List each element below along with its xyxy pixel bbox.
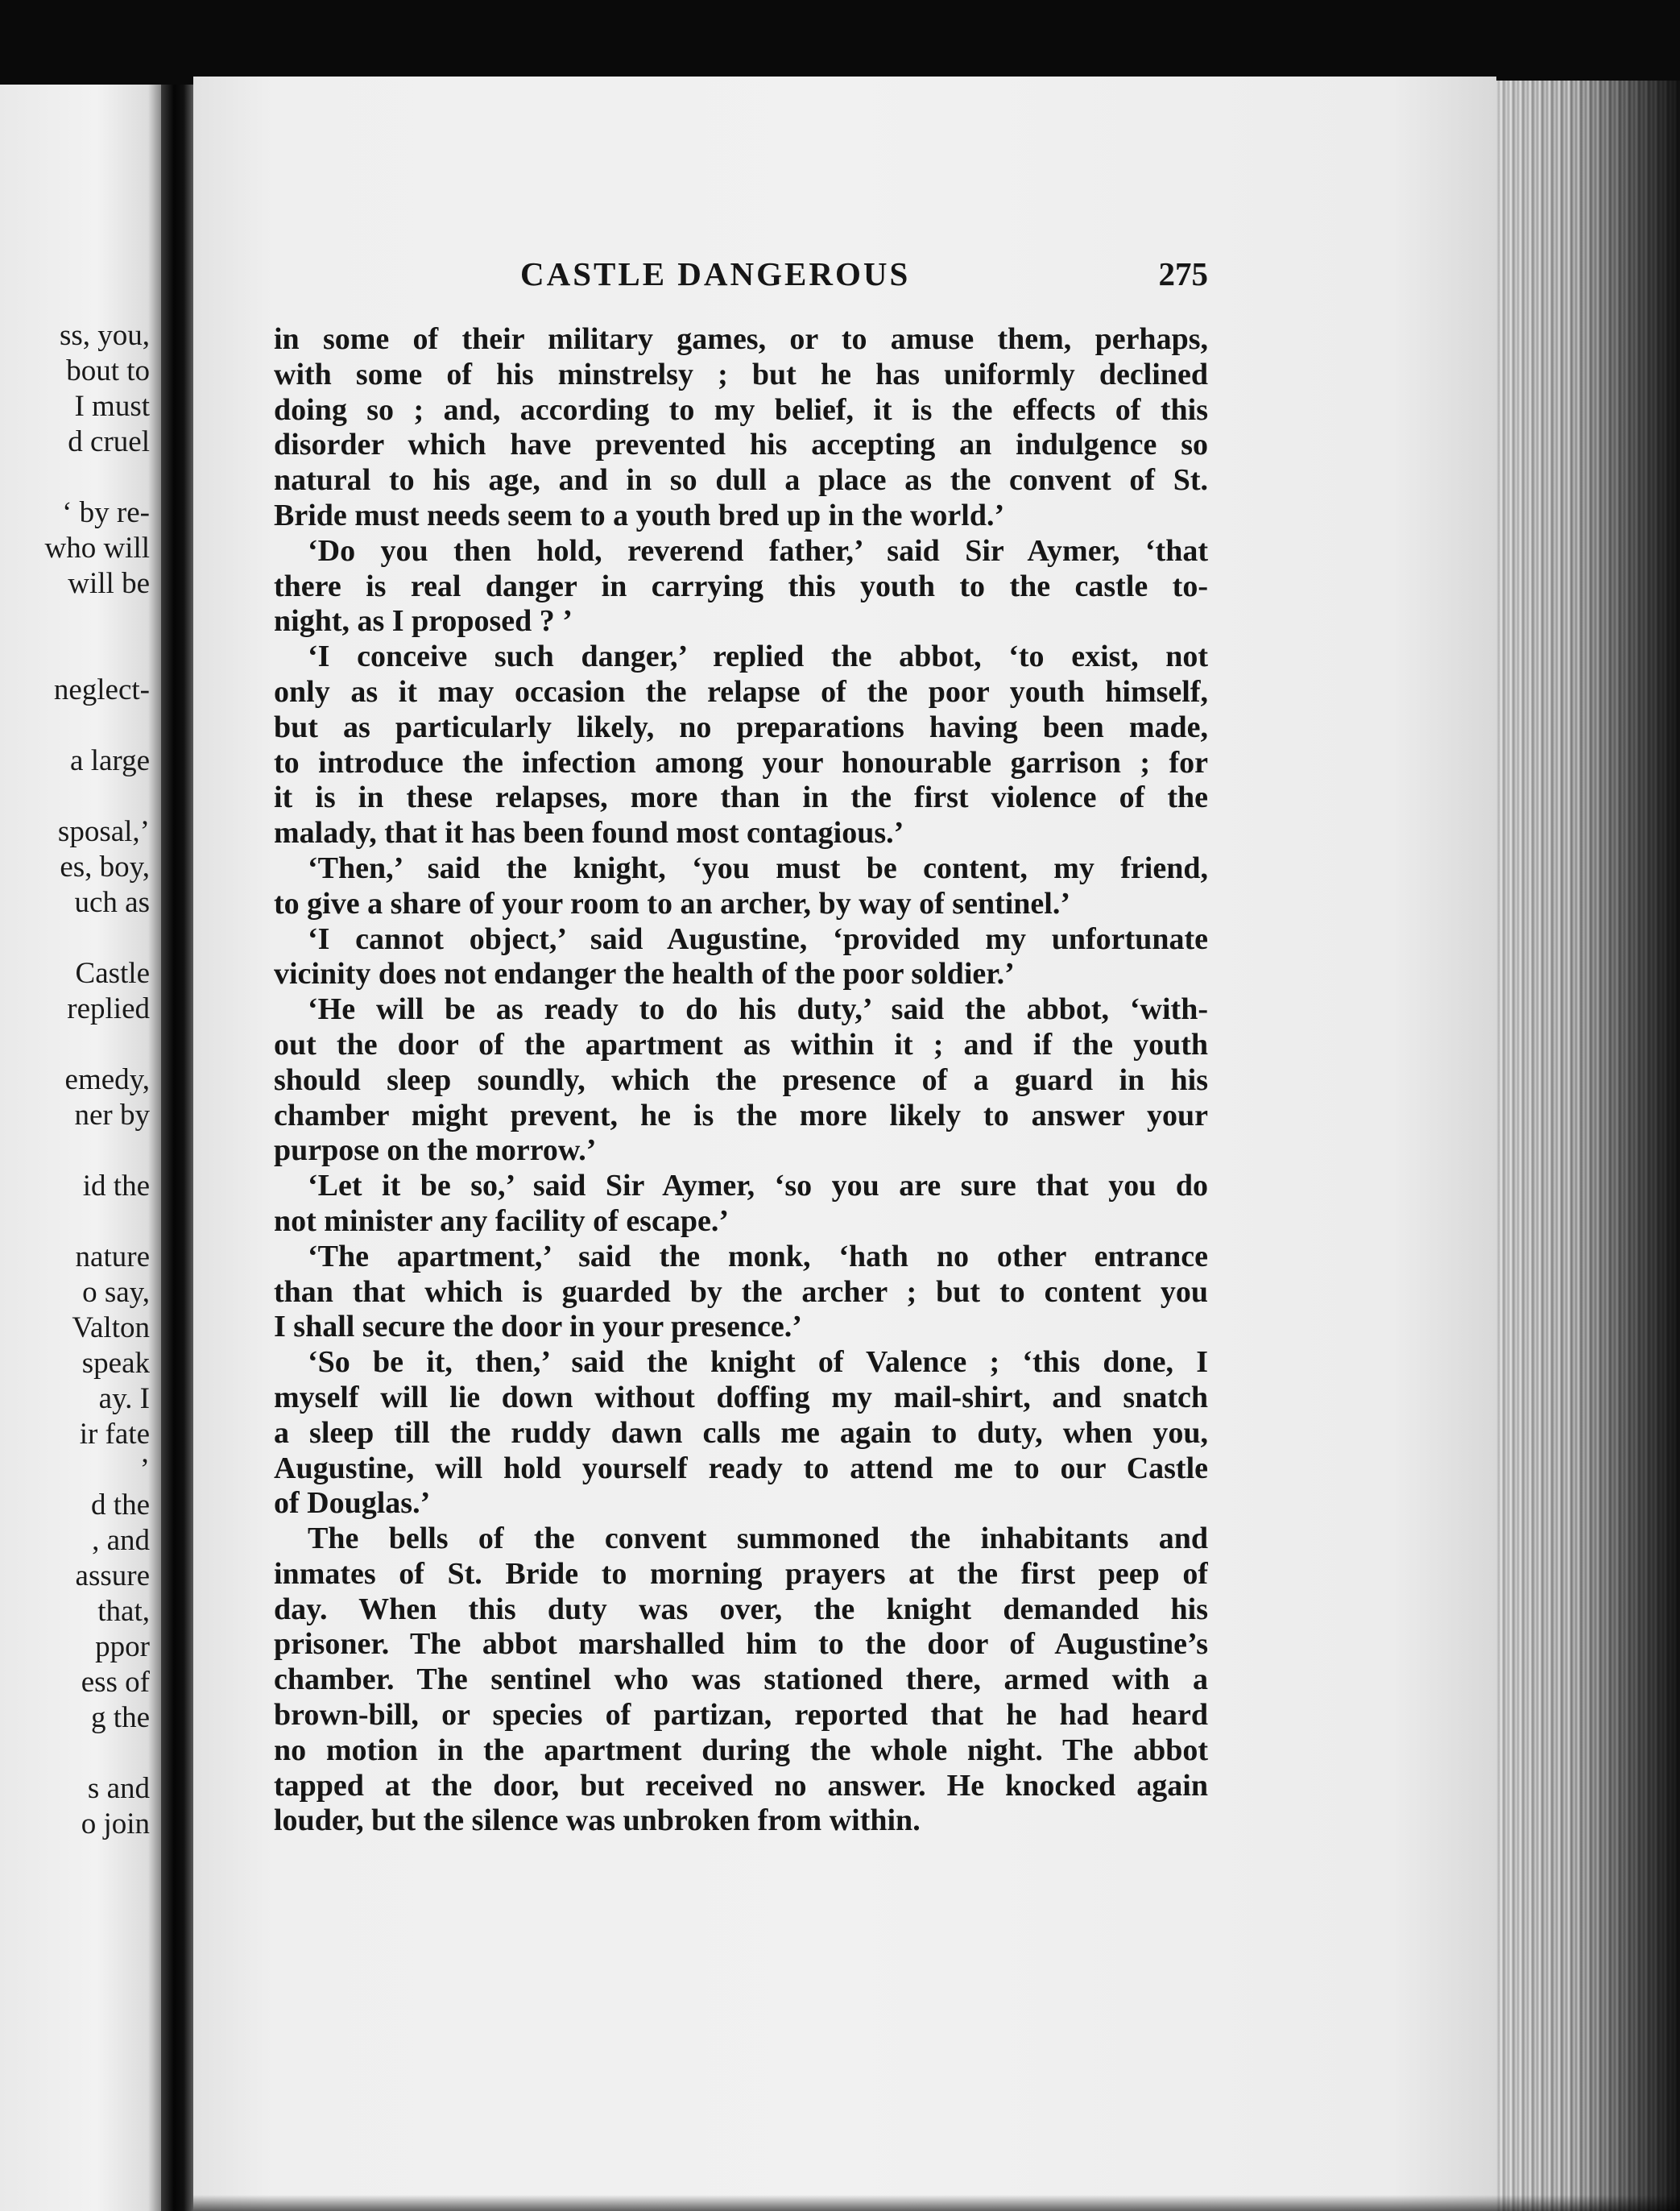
text-line: chamber. The sentinel who was stationed there, armed with a <box>274 1662 1208 1697</box>
facing-page-line: ’ <box>139 1453 150 1486</box>
text-line: of Douglas.’ <box>274 1486 431 1521</box>
book-gutter <box>161 85 193 2211</box>
facing-page-line: s and <box>87 1772 150 1805</box>
text-line: to introduce the infection among your honourable garrison ; for <box>274 745 1208 780</box>
facing-page-line: that, <box>97 1595 150 1628</box>
facing-page-line <box>0 460 150 495</box>
text-line: Bride must needs seem to a youth bred up in the world.’ <box>274 498 1005 532</box>
text-line: with some of his minstrelsy ; but he has uniformly declined <box>274 357 1208 391</box>
text-line: I shall secure the door in your presence.’ <box>274 1310 802 1344</box>
text-line: no motion in the apartment during the whole night. The abbot <box>274 1733 1208 1767</box>
facing-page-line: assure <box>75 1559 150 1592</box>
facing-page-line <box>0 1133 150 1169</box>
text-line: not minister any facility of escape.’ <box>274 1203 729 1238</box>
text-line: chamber might prevent, he is the more likely to answer your <box>274 1098 1208 1132</box>
facing-page-line: who will <box>44 532 150 565</box>
facing-page-line <box>0 1027 150 1062</box>
facing-page-line: ess of <box>81 1666 150 1699</box>
facing-page-line: a large <box>70 744 150 777</box>
facing-page-line: g the <box>91 1701 150 1734</box>
text-line: ‘I conceive such danger,’ replied the abbot, ‘to exist, not <box>308 640 1208 674</box>
facing-page-line: , and <box>92 1524 150 1557</box>
text-line: day. When this duty was over, the knight demanded his <box>274 1592 1208 1626</box>
text-line: ‘Let it be so,’ said Sir Aymer, ‘so you are sure that you do <box>308 1169 1208 1203</box>
text-line: it is in these relapses, more than in the first violence of the <box>274 780 1208 815</box>
facing-page-line: Castle <box>75 957 150 990</box>
facing-page-line <box>0 637 150 673</box>
facing-page-line <box>0 921 150 956</box>
bottom-shadow <box>193 2195 1680 2211</box>
facing-page-line: will be <box>68 567 150 600</box>
text-line: ‘So be it, then,’ said the knight of Valence ; ‘this done, I <box>308 1345 1208 1380</box>
facing-page-line: d the <box>91 1488 150 1522</box>
running-head <box>274 255 1208 300</box>
facing-page-line: emedy, <box>64 1063 150 1096</box>
facing-page-line: ppor <box>95 1630 150 1663</box>
page-edges-shadow <box>1496 81 1680 2211</box>
facing-page-line: I must <box>74 390 150 423</box>
text-line: inmates of St. Bride to morning prayers at the first peep of <box>274 1556 1208 1591</box>
facing-page-line: id the <box>82 1170 150 1203</box>
facing-page-line <box>0 1736 150 1771</box>
text-line: disorder which have prevented his accepting an indulgence so <box>274 428 1208 462</box>
text-line: in some of their military games, or to amuse them, perhaps, <box>274 322 1208 356</box>
facing-page-line: bout to <box>66 354 150 387</box>
facing-page-line <box>0 779 150 814</box>
text-line: to give a share of your room to an archer, by way of sentinel.’ <box>274 886 1071 921</box>
text-line: ‘I cannot object,’ said Augustine, ‘provided my unfortunate <box>308 921 1208 956</box>
facing-page-line: speak <box>81 1347 150 1380</box>
facing-page-line: o join <box>81 1807 150 1840</box>
facing-page-line: d cruel <box>68 425 150 458</box>
text-line: ‘The apartment,’ said the monk, ‘hath no other entrance <box>308 1239 1208 1273</box>
text-line: malady, that it has been found most contagious.’ <box>274 816 904 851</box>
body-text <box>274 322 1208 1839</box>
facing-page-line: sposal,’ <box>57 815 150 848</box>
text-line: Augustine, will hold yourself ready to attend me to our Castle <box>274 1451 1208 1485</box>
facing-page-line <box>0 708 150 743</box>
text-line: night, as I proposed ? ’ <box>274 604 573 639</box>
text-line: brown-bill, or species of partizan, reported that he had heard <box>274 1698 1208 1733</box>
facing-page-text <box>0 318 150 1842</box>
facing-page-line: ner by <box>74 1099 150 1132</box>
text-line: prisoner. The abbot marshalled him to the door of Augustine’s <box>274 1627 1208 1662</box>
running-title: CASTLE DANGEROUS <box>520 255 911 292</box>
text-line: myself will lie down without doffing my mail-shirt, and snatch <box>274 1380 1208 1414</box>
facing-page <box>0 85 161 2211</box>
text-line: The bells of the convent summoned the inhabitants and <box>308 1522 1208 1556</box>
text-line: there is real danger in carrying this youth to the castle to- <box>274 569 1208 603</box>
text-line: out the door of the apartment as within it ; and if the youth <box>274 1027 1208 1062</box>
text-line: vicinity does not endanger the health of the poor soldier.’ <box>274 957 1015 992</box>
facing-page-line: nature <box>75 1240 150 1273</box>
text-line: should sleep soundly, which the presence of a guard in his <box>274 1062 1208 1097</box>
facing-page-line: ir fate <box>79 1418 150 1451</box>
text-line: tapped at the door, but received no answer. He knocked again <box>274 1768 1208 1803</box>
text-line: ‘He will be as ready to do his duty,’ said the abbot, ‘with- <box>308 992 1208 1027</box>
text-line: doing so ; and, according to my belief, it is the effects of this <box>274 392 1208 427</box>
facing-page-line <box>0 602 150 637</box>
page-number: 275 <box>1158 255 1208 292</box>
facing-page-line: ay. I <box>98 1382 150 1415</box>
facing-page-line: ‘ by re- <box>62 496 150 529</box>
text-line: but as particularly likely, no preparations having been made, <box>274 710 1208 744</box>
facing-page-line: Valton <box>72 1311 150 1344</box>
text-line: ‘Then,’ said the knight, ‘you must be content, my friend, <box>308 851 1208 885</box>
text-line: than that which is guarded by the archer ; but to content you <box>274 1274 1208 1309</box>
facing-page-line: replied <box>67 992 150 1025</box>
facing-page-line: ss, you, <box>59 319 150 352</box>
text-line: natural to his age, and in so dull a place as the convent of St. <box>274 463 1208 498</box>
text-line: purpose on the morrow.’ <box>274 1133 597 1168</box>
facing-page-line: uch as <box>74 886 150 919</box>
text-line: a sleep till the ruddy dawn calls me again to duty, when you, <box>274 1415 1208 1450</box>
facing-page-line: o say, <box>82 1276 150 1309</box>
facing-page-line <box>0 1204 150 1240</box>
text-line: ‘Do you then hold, reverend father,’ said Sir Aymer, ‘that <box>308 533 1208 568</box>
facing-page-line: es, boy, <box>60 851 150 884</box>
facing-page-line: neglect- <box>53 673 150 706</box>
text-line: louder, but the silence was unbroken from within. <box>274 1803 921 1838</box>
text-line: only as it may occasion the relapse of the poor youth himself, <box>274 674 1208 709</box>
